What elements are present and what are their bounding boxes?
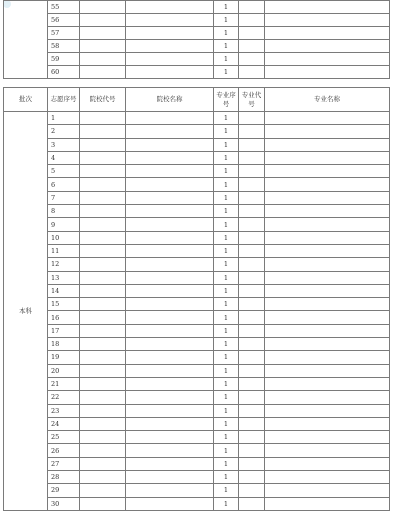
choice-number: 11 bbox=[48, 244, 80, 257]
major-number: 1 bbox=[214, 298, 239, 311]
major-name-cell[interactable] bbox=[265, 258, 390, 271]
choice-number: 23 bbox=[48, 404, 80, 417]
batch-label: 本科 bbox=[4, 112, 48, 511]
choice-number: 5 bbox=[48, 165, 80, 178]
school-code-cell[interactable] bbox=[80, 218, 126, 231]
major-number: 1 bbox=[214, 205, 239, 218]
major-name-cell[interactable] bbox=[265, 484, 390, 497]
school-code-cell[interactable] bbox=[80, 324, 126, 337]
major-name-cell[interactable] bbox=[265, 497, 390, 510]
major-code-cell[interactable] bbox=[239, 311, 265, 324]
major-code-cell[interactable] bbox=[239, 66, 265, 79]
major-name-cell[interactable] bbox=[265, 284, 390, 297]
major-name-cell[interactable] bbox=[265, 391, 390, 404]
major-number: 1 bbox=[214, 40, 239, 53]
choice-number: 22 bbox=[48, 391, 80, 404]
school-code-cell[interactable] bbox=[80, 151, 126, 164]
table-row bbox=[4, 324, 390, 337]
choice-number: 7 bbox=[48, 191, 80, 204]
major-name-cell[interactable] bbox=[265, 231, 390, 244]
table-row bbox=[4, 444, 390, 457]
table-row bbox=[4, 112, 390, 125]
major-number: 1 bbox=[214, 244, 239, 257]
major-number: 1 bbox=[214, 165, 239, 178]
major-number: 1 bbox=[214, 431, 239, 444]
major-code-cell[interactable] bbox=[239, 244, 265, 257]
major-code-cell[interactable] bbox=[239, 338, 265, 351]
table-row bbox=[4, 14, 390, 27]
major-name-cell[interactable] bbox=[265, 457, 390, 470]
major-number: 1 bbox=[214, 1, 239, 14]
major-code-cell[interactable] bbox=[239, 444, 265, 457]
major-name-cell[interactable] bbox=[265, 271, 390, 284]
major-number: 1 bbox=[214, 14, 239, 27]
school-name-cell[interactable] bbox=[126, 125, 214, 138]
major-name-cell[interactable] bbox=[265, 311, 390, 324]
school-code-cell[interactable] bbox=[80, 311, 126, 324]
choice-number: 4 bbox=[48, 151, 80, 164]
major-number: 1 bbox=[214, 112, 239, 125]
major-number: 1 bbox=[214, 151, 239, 164]
major-name-cell[interactable] bbox=[265, 377, 390, 390]
major-name-cell[interactable] bbox=[265, 151, 390, 164]
table-row bbox=[4, 125, 390, 138]
school-name-cell[interactable] bbox=[126, 271, 214, 284]
major-number: 1 bbox=[214, 311, 239, 324]
school-name-cell[interactable] bbox=[126, 391, 214, 404]
header-row bbox=[4, 88, 390, 112]
school-name-cell[interactable] bbox=[126, 27, 214, 40]
school-name-cell[interactable] bbox=[126, 138, 214, 151]
choice-number: 12 bbox=[48, 258, 80, 271]
major-number: 1 bbox=[214, 404, 239, 417]
major-number: 1 bbox=[214, 364, 239, 377]
table-row bbox=[4, 338, 390, 351]
major-code-cell[interactable] bbox=[239, 484, 265, 497]
major-code-cell[interactable] bbox=[239, 112, 265, 125]
major-code-cell[interactable] bbox=[239, 431, 265, 444]
major-code-cell[interactable] bbox=[239, 231, 265, 244]
table-row bbox=[4, 1, 390, 14]
major-name-cell[interactable] bbox=[265, 298, 390, 311]
table-row bbox=[4, 244, 390, 257]
table-row bbox=[4, 284, 390, 297]
major-number: 1 bbox=[214, 271, 239, 284]
school-code-cell[interactable] bbox=[80, 298, 126, 311]
school-name-cell[interactable] bbox=[126, 404, 214, 417]
major-number: 1 bbox=[214, 231, 239, 244]
school-code-cell[interactable] bbox=[80, 417, 126, 430]
table-row bbox=[4, 151, 390, 164]
major-code-cell[interactable] bbox=[239, 218, 265, 231]
table-row bbox=[4, 431, 390, 444]
major-name-cell[interactable] bbox=[265, 66, 390, 79]
school-code-cell[interactable] bbox=[80, 231, 126, 244]
school-code-cell[interactable] bbox=[80, 457, 126, 470]
major-code-cell[interactable] bbox=[239, 53, 265, 66]
major-name-cell[interactable] bbox=[265, 165, 390, 178]
school-code-cell[interactable] bbox=[80, 165, 126, 178]
choice-number: 17 bbox=[48, 324, 80, 337]
major-name-cell[interactable] bbox=[265, 351, 390, 364]
school-code-cell[interactable] bbox=[80, 205, 126, 218]
school-name-cell[interactable] bbox=[126, 311, 214, 324]
major-name-cell[interactable] bbox=[265, 364, 390, 377]
major-code-cell[interactable] bbox=[239, 40, 265, 53]
choice-number: 1 bbox=[48, 112, 80, 125]
major-code-cell[interactable] bbox=[239, 138, 265, 151]
header-school-code: 院校代号 bbox=[80, 88, 126, 112]
school-code-cell[interactable] bbox=[80, 178, 126, 191]
major-number: 1 bbox=[214, 178, 239, 191]
previous-page-rows-table bbox=[3, 0, 390, 79]
choice-number: 30 bbox=[48, 497, 80, 510]
table-row bbox=[4, 471, 390, 484]
school-name-cell[interactable] bbox=[126, 178, 214, 191]
choice-number: 6 bbox=[48, 178, 80, 191]
major-number: 1 bbox=[214, 53, 239, 66]
school-name-cell[interactable] bbox=[126, 364, 214, 377]
choice-number: 29 bbox=[48, 484, 80, 497]
choice-number: 21 bbox=[48, 377, 80, 390]
choice-number: 26 bbox=[48, 444, 80, 457]
choice-number: 18 bbox=[48, 338, 80, 351]
major-name-cell[interactable] bbox=[265, 1, 390, 14]
batch-cell bbox=[4, 1, 48, 79]
choice-number: 3 bbox=[48, 138, 80, 151]
school-code-cell[interactable] bbox=[80, 125, 126, 138]
choice-number: 19 bbox=[48, 351, 80, 364]
table-row bbox=[4, 417, 390, 430]
major-name-cell[interactable] bbox=[265, 431, 390, 444]
major-code-cell[interactable] bbox=[239, 324, 265, 337]
header-choice-no: 志愿序号 bbox=[48, 88, 80, 112]
major-name-cell[interactable] bbox=[265, 218, 390, 231]
major-code-cell[interactable] bbox=[239, 151, 265, 164]
major-code-cell[interactable] bbox=[239, 178, 265, 191]
table-row bbox=[4, 497, 390, 510]
header-major-code: 专业代号 bbox=[239, 88, 265, 112]
choice-number: 55 bbox=[48, 1, 80, 14]
major-name-cell[interactable] bbox=[265, 178, 390, 191]
major-number: 1 bbox=[214, 125, 239, 138]
major-number: 1 bbox=[214, 284, 239, 297]
school-code-cell[interactable] bbox=[80, 351, 126, 364]
school-name-cell[interactable] bbox=[126, 324, 214, 337]
major-number: 1 bbox=[214, 324, 239, 337]
major-name-cell[interactable] bbox=[265, 338, 390, 351]
school-name-cell[interactable] bbox=[126, 417, 214, 430]
school-code-cell[interactable] bbox=[80, 271, 126, 284]
major-number: 1 bbox=[214, 258, 239, 271]
major-code-cell[interactable] bbox=[239, 191, 265, 204]
major-number: 1 bbox=[214, 484, 239, 497]
table-row bbox=[4, 484, 390, 497]
table-row bbox=[4, 457, 390, 470]
major-code-cell[interactable] bbox=[239, 298, 265, 311]
choice-number: 15 bbox=[48, 298, 80, 311]
table-row bbox=[4, 351, 390, 364]
school-name-cell[interactable] bbox=[126, 165, 214, 178]
school-code-cell[interactable] bbox=[80, 258, 126, 271]
major-code-cell[interactable] bbox=[239, 351, 265, 364]
header-major-no: 专业序号 bbox=[214, 88, 239, 112]
major-name-cell[interactable] bbox=[265, 14, 390, 27]
school-code-cell[interactable] bbox=[80, 338, 126, 351]
major-code-cell[interactable] bbox=[239, 457, 265, 470]
school-code-cell[interactable] bbox=[80, 53, 126, 66]
major-number: 1 bbox=[214, 27, 239, 40]
school-name-cell[interactable] bbox=[126, 298, 214, 311]
header-major-name: 专业名称 bbox=[265, 88, 390, 112]
major-name-cell[interactable] bbox=[265, 138, 390, 151]
major-number: 1 bbox=[214, 218, 239, 231]
school-name-cell[interactable] bbox=[126, 377, 214, 390]
school-name-cell[interactable] bbox=[126, 218, 214, 231]
school-name-cell[interactable] bbox=[126, 66, 214, 79]
school-code-cell[interactable] bbox=[80, 444, 126, 457]
choice-number: 57 bbox=[48, 27, 80, 40]
school-code-cell[interactable] bbox=[80, 284, 126, 297]
major-code-cell[interactable] bbox=[239, 284, 265, 297]
table-row bbox=[4, 205, 390, 218]
choice-number: 58 bbox=[48, 40, 80, 53]
school-code-cell[interactable] bbox=[80, 66, 126, 79]
table-row bbox=[4, 271, 390, 284]
school-name-cell[interactable] bbox=[126, 351, 214, 364]
school-name-cell[interactable] bbox=[126, 112, 214, 125]
table-row bbox=[4, 231, 390, 244]
major-code-cell[interactable] bbox=[239, 14, 265, 27]
major-name-cell[interactable] bbox=[265, 53, 390, 66]
major-name-cell[interactable] bbox=[265, 404, 390, 417]
table-row bbox=[4, 377, 390, 390]
table-row bbox=[4, 165, 390, 178]
major-code-cell[interactable] bbox=[239, 497, 265, 510]
table-row bbox=[4, 138, 390, 151]
school-code-cell[interactable] bbox=[80, 484, 126, 497]
school-name-cell[interactable] bbox=[126, 484, 214, 497]
school-name-cell[interactable] bbox=[126, 244, 214, 257]
school-name-cell[interactable] bbox=[126, 471, 214, 484]
major-code-cell[interactable] bbox=[239, 125, 265, 138]
choice-number: 59 bbox=[48, 53, 80, 66]
school-code-cell[interactable] bbox=[80, 14, 126, 27]
major-name-cell[interactable] bbox=[265, 244, 390, 257]
school-code-cell[interactable] bbox=[80, 244, 126, 257]
school-code-cell[interactable] bbox=[80, 1, 126, 14]
major-code-cell[interactable] bbox=[239, 471, 265, 484]
major-number: 1 bbox=[214, 457, 239, 470]
header-batch: 批次 bbox=[4, 88, 48, 112]
table-row bbox=[4, 40, 390, 53]
major-code-cell[interactable] bbox=[239, 417, 265, 430]
table-row bbox=[4, 178, 390, 191]
school-name-cell[interactable] bbox=[126, 1, 214, 14]
major-number: 1 bbox=[214, 191, 239, 204]
major-code-cell[interactable] bbox=[239, 377, 265, 390]
major-code-cell[interactable] bbox=[239, 404, 265, 417]
table-row bbox=[4, 311, 390, 324]
table-row bbox=[4, 364, 390, 377]
major-name-cell[interactable] bbox=[265, 205, 390, 218]
major-name-cell[interactable] bbox=[265, 40, 390, 53]
major-code-cell[interactable] bbox=[239, 258, 265, 271]
school-name-cell[interactable] bbox=[126, 338, 214, 351]
school-code-cell[interactable] bbox=[80, 377, 126, 390]
application-form-sheet bbox=[3, 0, 396, 520]
major-number: 1 bbox=[214, 377, 239, 390]
major-name-cell[interactable] bbox=[265, 444, 390, 457]
major-code-cell[interactable] bbox=[239, 391, 265, 404]
choice-number: 60 bbox=[48, 66, 80, 79]
school-name-cell[interactable] bbox=[126, 14, 214, 27]
school-code-cell[interactable] bbox=[80, 191, 126, 204]
major-number: 1 bbox=[214, 471, 239, 484]
choice-number: 27 bbox=[48, 457, 80, 470]
school-code-cell[interactable] bbox=[80, 27, 126, 40]
school-code-cell[interactable] bbox=[80, 471, 126, 484]
school-code-cell[interactable] bbox=[80, 431, 126, 444]
school-name-cell[interactable] bbox=[126, 40, 214, 53]
major-name-cell[interactable] bbox=[265, 471, 390, 484]
major-name-cell[interactable] bbox=[265, 27, 390, 40]
major-number: 1 bbox=[214, 338, 239, 351]
school-code-cell[interactable] bbox=[80, 391, 126, 404]
school-code-cell[interactable] bbox=[80, 364, 126, 377]
choice-number: 25 bbox=[48, 431, 80, 444]
major-code-cell[interactable] bbox=[239, 271, 265, 284]
major-number: 1 bbox=[214, 497, 239, 510]
school-name-cell[interactable] bbox=[126, 258, 214, 271]
school-name-cell[interactable] bbox=[126, 205, 214, 218]
school-name-cell[interactable] bbox=[126, 444, 214, 457]
school-name-cell[interactable] bbox=[126, 151, 214, 164]
major-name-cell[interactable] bbox=[265, 112, 390, 125]
table-row bbox=[4, 66, 390, 79]
table-row bbox=[4, 27, 390, 40]
major-name-cell[interactable] bbox=[265, 191, 390, 204]
table-row bbox=[4, 391, 390, 404]
school-name-cell[interactable] bbox=[126, 191, 214, 204]
table-row bbox=[4, 191, 390, 204]
major-code-cell[interactable] bbox=[239, 1, 265, 14]
major-name-cell[interactable] bbox=[265, 125, 390, 138]
choice-number: 56 bbox=[48, 14, 80, 27]
choice-number: 8 bbox=[48, 205, 80, 218]
choice-number: 14 bbox=[48, 284, 80, 297]
major-number: 1 bbox=[214, 417, 239, 430]
choice-number: 13 bbox=[48, 271, 80, 284]
table-row bbox=[4, 404, 390, 417]
school-code-cell[interactable] bbox=[80, 40, 126, 53]
school-name-cell[interactable] bbox=[126, 53, 214, 66]
school-name-cell[interactable] bbox=[126, 231, 214, 244]
major-code-cell[interactable] bbox=[239, 165, 265, 178]
choice-table bbox=[3, 87, 390, 511]
table-row bbox=[4, 218, 390, 231]
major-name-cell[interactable] bbox=[265, 324, 390, 337]
major-number: 1 bbox=[214, 391, 239, 404]
choice-number: 9 bbox=[48, 218, 80, 231]
table-row bbox=[4, 258, 390, 271]
header-school-name: 院校名称 bbox=[126, 88, 214, 112]
school-code-cell[interactable] bbox=[80, 112, 126, 125]
choice-number: 16 bbox=[48, 311, 80, 324]
major-name-cell[interactable] bbox=[265, 417, 390, 430]
major-code-cell[interactable] bbox=[239, 27, 265, 40]
school-name-cell[interactable] bbox=[126, 284, 214, 297]
school-code-cell[interactable] bbox=[80, 138, 126, 151]
choice-number: 10 bbox=[48, 231, 80, 244]
major-number: 1 bbox=[214, 351, 239, 364]
major-code-cell[interactable] bbox=[239, 205, 265, 218]
choice-number: 2 bbox=[48, 125, 80, 138]
major-number: 1 bbox=[214, 66, 239, 79]
choice-number: 20 bbox=[48, 364, 80, 377]
school-code-cell[interactable] bbox=[80, 404, 126, 417]
table-row bbox=[4, 53, 390, 66]
table-row bbox=[4, 298, 390, 311]
school-name-cell[interactable] bbox=[126, 431, 214, 444]
school-name-cell[interactable] bbox=[126, 497, 214, 510]
choice-number: 28 bbox=[48, 471, 80, 484]
major-number: 1 bbox=[214, 444, 239, 457]
major-number: 1 bbox=[214, 138, 239, 151]
school-name-cell[interactable] bbox=[126, 457, 214, 470]
school-code-cell[interactable] bbox=[80, 497, 126, 510]
choice-number: 24 bbox=[48, 417, 80, 430]
major-code-cell[interactable] bbox=[239, 364, 265, 377]
